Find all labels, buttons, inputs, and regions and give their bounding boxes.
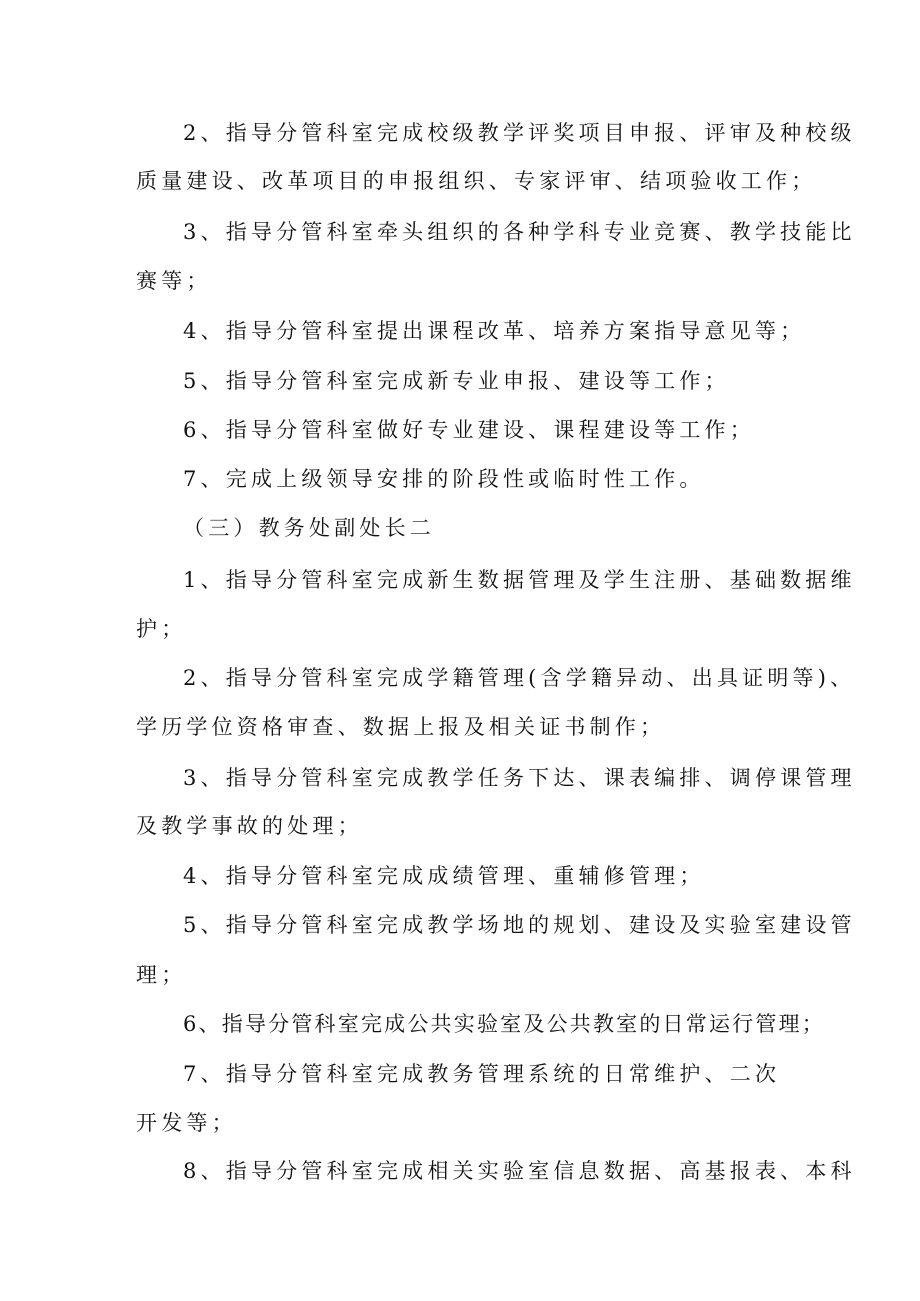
paragraph-line: 8、指导分管科室完成相关实验室信息数据、高基报表、本科 xyxy=(183,1159,856,1183)
paragraph-line: 赛等； xyxy=(136,269,212,293)
paragraph-line: 质量建设、改革项目的申报组织、专家评审、结项验收工作； xyxy=(136,169,817,193)
paragraph-line: 5、指导分管科室完成新专业申报、建设等工作； xyxy=(183,369,730,393)
paragraph-line: 7、完成上级领导安排的阶段性或临时性工作。 xyxy=(183,467,705,491)
paragraph-line: 3、指导分管科室牵头组织的各种学科专业竞赛、教学技能比 xyxy=(183,220,856,244)
paragraph-line: 理； xyxy=(136,963,187,987)
paragraph-line: 2、指导分管科室完成校级教学评奖项目申报、评审及种校级 xyxy=(183,121,856,145)
paragraph-line: 开发等； xyxy=(136,1111,237,1135)
paragraph-line: 4、指导分管科室完成成绩管理、重辅修管理； xyxy=(183,864,705,888)
paragraph-line: 护； xyxy=(136,617,187,641)
paragraph-line: 5、指导分管科室完成教学场地的规划、建设及实验室建设管 xyxy=(183,913,856,937)
paragraph-line: 学历学位资格审查、数据上报及相关证书制作； xyxy=(136,715,666,739)
paragraph-line: 3、指导分管科室完成教学任务下达、课表编排、调停课管理 xyxy=(183,766,856,790)
paragraph-line: 7、指导分管科室完成教务管理系统的日常维护、二次 xyxy=(183,1062,781,1086)
paragraph-line: 4、指导分管科室提出课程改革、培养方案指导意见等； xyxy=(183,319,806,343)
paragraph-line: 6、指导分管科室完成公共实验室及公共教室的日常运行管理； xyxy=(183,1012,825,1036)
paragraph-line: 2、指导分管科室完成学籍管理(含学籍异动、出具证明等)、 xyxy=(183,666,856,690)
section-heading: （三）教务处副处长二 xyxy=(183,516,435,540)
paragraph-line: 6、指导分管科室做好专业建设、课程建设等工作； xyxy=(183,418,755,442)
paragraph-line: 及教学事故的处理； xyxy=(136,814,363,838)
paragraph-line: 1、指导分管科室完成新生数据管理及学生注册、基础数据维 xyxy=(183,568,856,592)
